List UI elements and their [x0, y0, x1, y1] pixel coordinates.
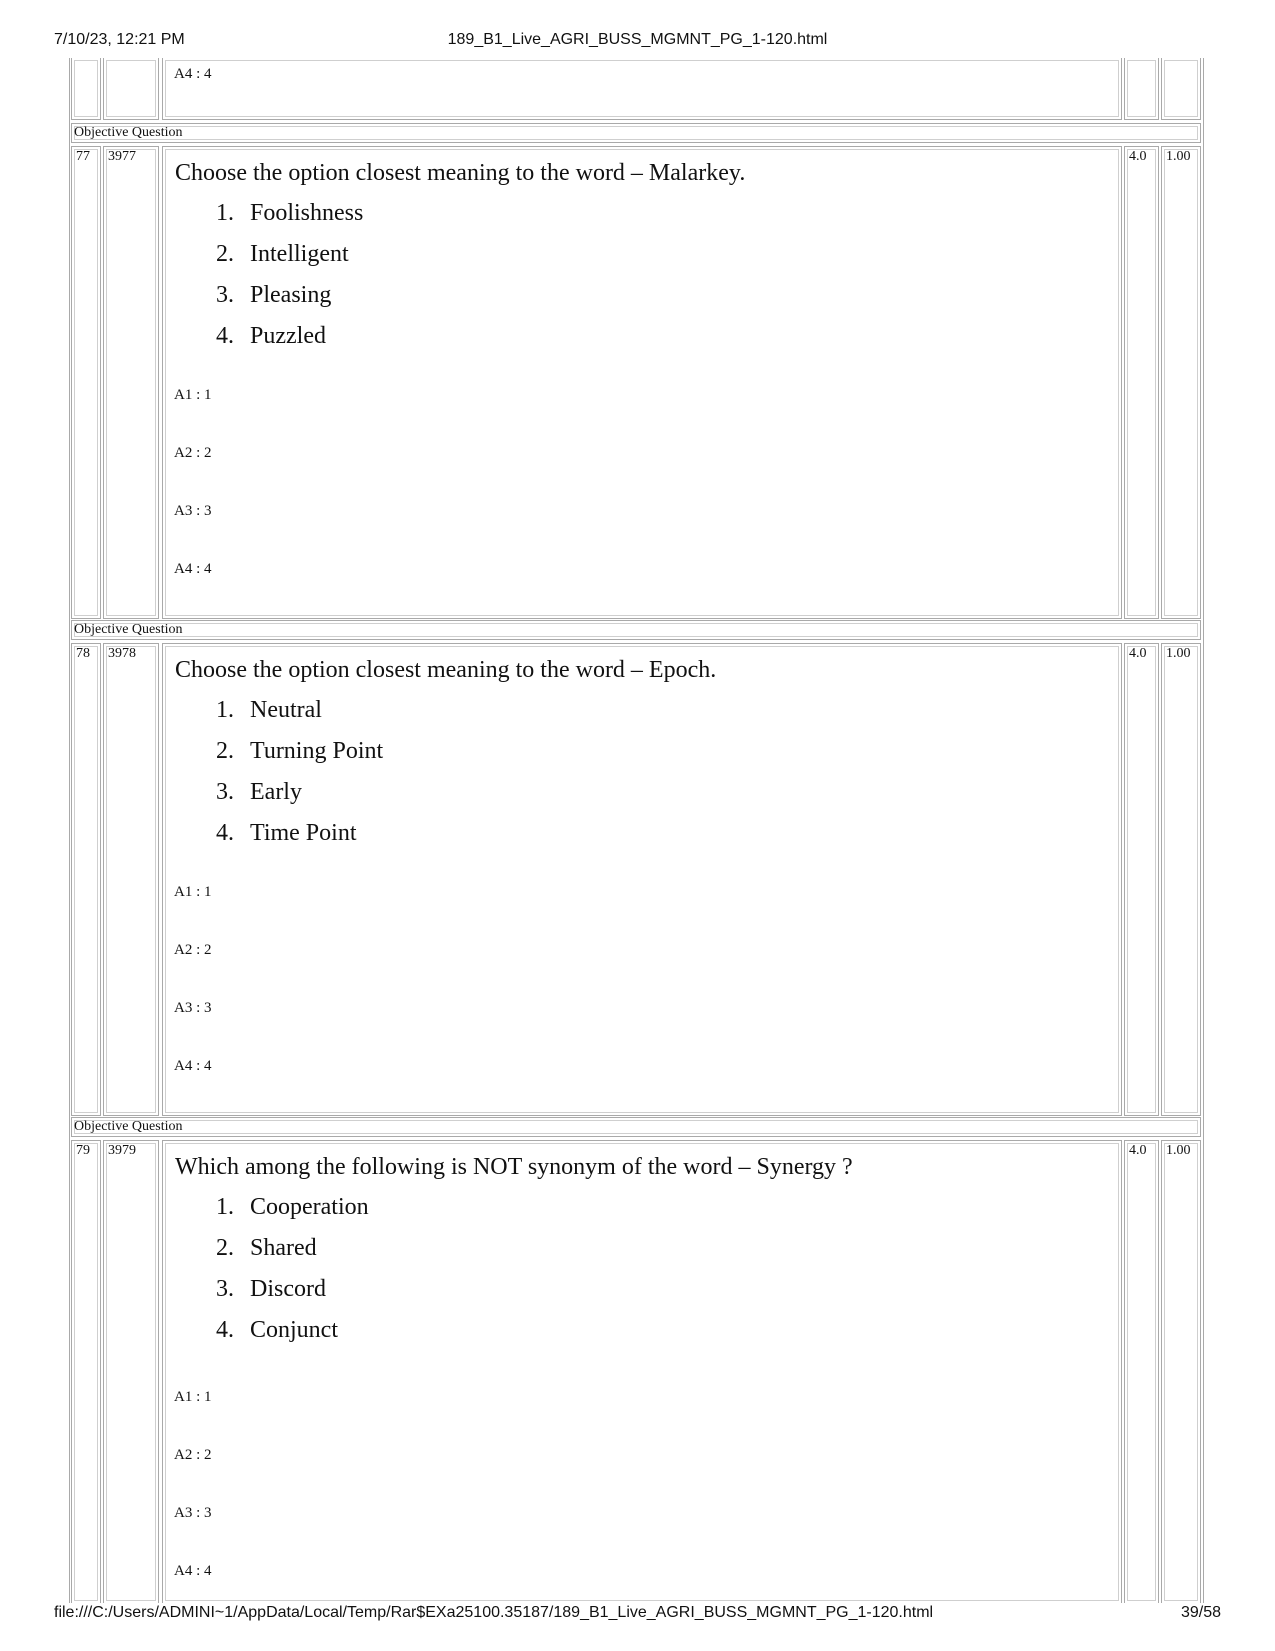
- section-label: Objective Question: [74, 125, 183, 140]
- option-item: [200, 1234, 369, 1275]
- question-id: 3978: [108, 646, 136, 661]
- answer-option: A1 : 1: [174, 387, 212, 403]
- option-item: [200, 1275, 369, 1316]
- answer-option: A1 : 1: [174, 1389, 212, 1405]
- question-sno: 77: [76, 149, 90, 164]
- answer-option: A4 : 4: [174, 561, 212, 577]
- option-text: Foolishness: [250, 200, 364, 226]
- option-number: 1.: [216, 200, 234, 226]
- question-text: Choose the option closest meaning to the word – Malarkey.: [175, 160, 746, 186]
- section-label: Objective Question: [74, 622, 183, 637]
- answer-option: A4 : 4: [174, 66, 212, 82]
- prev-marks-cell: [1124, 58, 1159, 120]
- option-item: [200, 322, 363, 363]
- section-label: Objective Question: [74, 1119, 183, 1134]
- option-number: 4.: [216, 323, 234, 349]
- option-item: [200, 281, 363, 322]
- option-text: Conjunct: [250, 1317, 338, 1343]
- option-text: Neutral: [250, 697, 322, 723]
- option-number: 3.: [216, 1276, 234, 1302]
- question-text: Which among the following is NOT synonym of the word – Synergy ?: [175, 1154, 853, 1180]
- qid-cell: [103, 146, 159, 619]
- option-number: 2.: [216, 738, 234, 764]
- print-file-path: file:///C:/Users/ADMINI~1/AppData/Local/Temp/Rar$EXa25100.35187/189_B1_Live_AGRI_BUSS_MGMNT_PG_1-120.html: [54, 1604, 934, 1621]
- answer-option: A3 : 3: [174, 1505, 212, 1521]
- option-text: Time Point: [250, 820, 357, 846]
- marks-cell: [1124, 643, 1159, 1116]
- sno-cell: [71, 643, 101, 1116]
- option-text: Early: [250, 779, 302, 805]
- sno-cell: [71, 146, 101, 619]
- option-text: Shared: [250, 1235, 317, 1261]
- option-item: [200, 737, 383, 778]
- question-negative-marks: 1.00: [1166, 1143, 1191, 1158]
- option-number: 4.: [216, 1317, 234, 1343]
- question-id: 3977: [108, 149, 136, 164]
- negative-marks-cell: [1161, 1140, 1201, 1603]
- marks-cell: [1124, 1140, 1159, 1603]
- option-item: [200, 240, 363, 281]
- answer-option: A2 : 2: [174, 1447, 212, 1463]
- option-text: Turning Point: [250, 738, 384, 764]
- question-marks: 4.0: [1129, 149, 1147, 164]
- option-text: Cooperation: [250, 1194, 369, 1220]
- option-number: 3.: [216, 779, 234, 805]
- option-number: 4.: [216, 820, 234, 846]
- answer-option: A4 : 4: [174, 1058, 212, 1074]
- option-item: [200, 199, 363, 240]
- option-item: [200, 778, 383, 819]
- table-border-left: [69, 58, 70, 1603]
- answer-option: A3 : 3: [174, 1000, 212, 1016]
- question-text: Choose the option closest meaning to the word – Epoch.: [175, 657, 717, 683]
- option-text: Pleasing: [250, 282, 332, 308]
- option-number: 3.: [216, 282, 234, 308]
- option-number: 1.: [216, 1194, 234, 1220]
- prev-negative-cell: [1161, 58, 1201, 120]
- section-label-row: [71, 620, 1201, 640]
- question-id: 3979: [108, 1143, 136, 1158]
- print-document-title: 189_B1_Live_AGRI_BUSS_MGMNT_PG_1-120.html: [447, 31, 828, 48]
- prev-question-cell: [162, 58, 1122, 120]
- negative-marks-cell: [1161, 643, 1201, 1116]
- section-label-row: [71, 123, 1201, 143]
- option-item: [200, 1316, 369, 1357]
- table-border-right: [1203, 58, 1204, 1603]
- section-label-row: [71, 1117, 1201, 1137]
- answer-option: A1 : 1: [174, 884, 212, 900]
- prev-qid-cell: [103, 58, 159, 120]
- marks-cell: [1124, 146, 1159, 619]
- print-datetime: 7/10/23, 12:21 PM: [54, 31, 185, 48]
- options-list: [200, 1193, 369, 1357]
- option-item: [200, 696, 383, 737]
- prev-sno-cell: [71, 58, 101, 120]
- qid-cell: [103, 1140, 159, 1603]
- option-text: Discord: [250, 1276, 326, 1302]
- answer-option: A2 : 2: [174, 445, 212, 461]
- options-list: [200, 696, 383, 860]
- question-marks: 4.0: [1129, 1143, 1147, 1158]
- question-marks: 4.0: [1129, 646, 1147, 661]
- question-negative-marks: 1.00: [1166, 646, 1191, 661]
- negative-marks-cell: [1161, 146, 1201, 619]
- option-item: [200, 1193, 369, 1234]
- question-sno: 78: [76, 646, 90, 661]
- options-list: [200, 199, 363, 363]
- print-page-number: 39/58: [1180, 1604, 1221, 1621]
- option-text: Puzzled: [250, 323, 326, 349]
- option-number: 2.: [216, 1235, 234, 1261]
- question-negative-marks: 1.00: [1166, 149, 1191, 164]
- question-sno: 79: [76, 1143, 90, 1158]
- option-text: Intelligent: [250, 241, 349, 267]
- sno-cell: [71, 1140, 101, 1603]
- answer-option: A3 : 3: [174, 503, 212, 519]
- option-item: [200, 819, 383, 860]
- option-number: 1.: [216, 697, 234, 723]
- option-number: 2.: [216, 241, 234, 267]
- qid-cell: [103, 643, 159, 1116]
- answer-option: A4 : 4: [174, 1563, 212, 1579]
- answer-option: A2 : 2: [174, 942, 212, 958]
